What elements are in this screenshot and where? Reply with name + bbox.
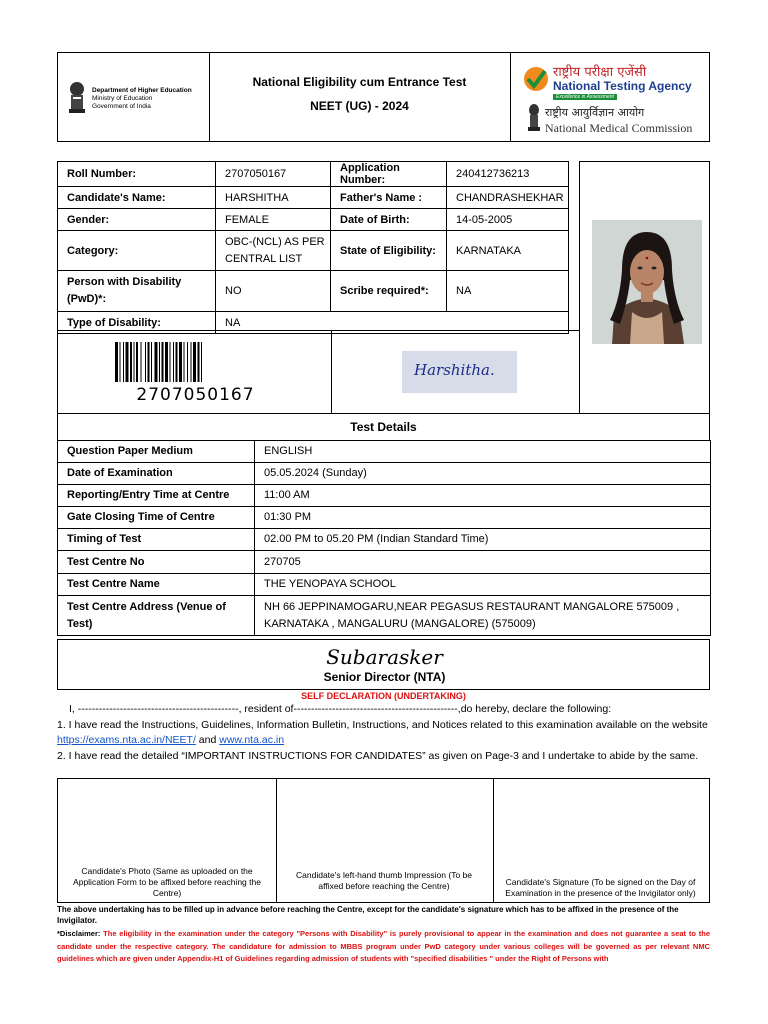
point1-text: 1. I have read the Instructions, Guidelines, Information Bulletin, Instructions, and Notices related to this examination available on the website bbox=[57, 718, 708, 731]
test-detail-value: ENGLISH bbox=[255, 441, 711, 463]
name-label: Candidate's Name: bbox=[58, 187, 216, 209]
nta-english: National Testing Agency bbox=[553, 79, 692, 93]
barcode-bar bbox=[155, 342, 158, 382]
test-detail-label: Gate Closing Time of Centre bbox=[58, 507, 255, 529]
table-row bbox=[58, 187, 569, 209]
barcode-bar bbox=[115, 342, 118, 382]
barcode-bar bbox=[126, 342, 129, 382]
test-details-table bbox=[57, 440, 711, 636]
ashoka-emblem-icon bbox=[67, 81, 87, 117]
nta-logo-icon bbox=[522, 65, 550, 93]
signature-box-label: Candidate's Signature (To be signed on the Day of Examination in the presence of the Invigilator only) bbox=[505, 877, 696, 898]
barcode-bar bbox=[173, 342, 174, 382]
exam-title: National Eligibility cum Entrance Test bbox=[252, 75, 467, 89]
barcode-bar bbox=[191, 342, 192, 382]
test-detail-value: 05.05.2024 (Sunday) bbox=[255, 463, 711, 485]
table-row bbox=[58, 209, 569, 231]
test-detail-label: Test Centre No bbox=[58, 551, 255, 574]
barcode-bar bbox=[148, 342, 150, 382]
government-name: Government of India bbox=[92, 103, 151, 110]
gender-value: FEMALE bbox=[216, 209, 331, 231]
barcode-bar bbox=[179, 342, 182, 382]
declaration-point-2: 2. I have read the detailed “IMPORTANT INSTRUCTIONS FOR CANDIDATES” as given on Page-3 and I undertake to abide by the same. bbox=[57, 749, 699, 762]
app-label: Application Number: bbox=[331, 162, 447, 187]
barcode-bar bbox=[162, 342, 164, 382]
photo-box bbox=[58, 779, 277, 902]
table-row bbox=[58, 574, 711, 596]
exam-subtitle: NEET (UG) - 2024 bbox=[310, 99, 409, 113]
declaration-point-1 bbox=[57, 718, 710, 749]
table-row bbox=[58, 507, 711, 529]
candidate-signature-image bbox=[402, 351, 517, 393]
dept-name: Department of Higher Education bbox=[92, 87, 192, 94]
barcode-bar bbox=[136, 342, 138, 382]
nmc-emblem-icon bbox=[527, 103, 541, 133]
test-detail-value: NH 66 JEPPINAMOGARU,NEAR PEGASUS RESTAURANT MANGALORE 575009 , KARNATAKA , MANGALURU (MANGALORE) (575009) bbox=[255, 596, 711, 636]
table-row bbox=[58, 231, 569, 271]
undertaking-boxes bbox=[57, 778, 710, 903]
father-value: CHANDRASHEKHAR bbox=[447, 187, 569, 209]
test-detail-value: 270705 bbox=[255, 551, 711, 574]
dob-label: Date of Birth: bbox=[331, 209, 447, 231]
father-label: Father's Name : bbox=[331, 187, 447, 209]
ministry-text bbox=[92, 87, 192, 111]
barcode-bar bbox=[184, 342, 185, 382]
candidate-photo bbox=[592, 220, 702, 344]
table-row bbox=[58, 485, 711, 507]
pwd-value: NO bbox=[216, 271, 331, 312]
nta-nmc-logos bbox=[510, 53, 710, 141]
barcode-bar bbox=[187, 342, 188, 382]
declaration-intro: I, ----------------------------------------------, resident of-----------------------------------------------,do hereby, declare the following: bbox=[69, 703, 612, 715]
candidate-details-table bbox=[57, 161, 569, 334]
table-row bbox=[58, 441, 711, 463]
name-value: HARSHITHA bbox=[216, 187, 331, 209]
barcode-bar bbox=[193, 342, 196, 382]
table-row bbox=[58, 463, 711, 485]
barcode-image bbox=[115, 342, 263, 382]
barcode-bar bbox=[141, 342, 142, 382]
director-signature: Subarasker bbox=[326, 645, 443, 669]
barcode-bar bbox=[134, 342, 135, 382]
table-row bbox=[58, 529, 711, 551]
barcode-number: 2707050167 bbox=[136, 385, 255, 405]
photo-box-label: Candidate's Photo (Same as uploaded on the Application Form to be affixed before reaching the Centre) bbox=[73, 866, 261, 898]
state-value: KARNATAKA bbox=[447, 231, 569, 271]
table-row bbox=[58, 271, 569, 312]
test-details-heading: Test Details bbox=[57, 413, 710, 441]
disclaimer-text: The eligibility in the examination under the category "Persons with Disability" is purely provisional to appear in the examination and does not guarantee a seat to the candidate under the respective category. The candidature for admission to MBBS program under PwD category under various colleges will be governed as per relevant NMC guidelines which are given under Appendix-H1 of Guidelines regarding admission of students with "specified disabilities " under the Right of Persons with bbox=[57, 929, 710, 963]
ministry-block bbox=[58, 53, 210, 141]
state-label: State of Eligibility: bbox=[331, 231, 447, 271]
test-detail-label: Test Centre Address (Venue of Test) bbox=[58, 596, 255, 636]
roll-value: 2707050167 bbox=[216, 162, 331, 187]
candidate-signature-cell bbox=[331, 330, 580, 414]
pwd-label: Person with Disability (PwD)*: bbox=[58, 271, 216, 312]
director-title: Senior Director (NTA) bbox=[323, 670, 446, 684]
declaration-heading: SELF DECLARATION (UNDERTAKING) bbox=[301, 691, 466, 701]
nta-tagline: Excellence in Assessment bbox=[553, 94, 617, 100]
scribe-label: Scribe required*: bbox=[331, 271, 447, 312]
thumb-impression-box bbox=[275, 779, 494, 902]
disability-label: Type of Disability: bbox=[58, 312, 216, 334]
document-header bbox=[57, 52, 710, 142]
self-declaration bbox=[57, 690, 710, 764]
table-row bbox=[58, 551, 711, 574]
gender-label: Gender: bbox=[58, 209, 216, 231]
test-detail-value: 11:00 AM bbox=[255, 485, 711, 507]
neet-website-link[interactable]: https://exams.nta.ac.in/NEET/ bbox=[57, 734, 196, 746]
barcode-bar bbox=[176, 342, 178, 382]
app-value: 240412736213 bbox=[447, 162, 569, 187]
disclaimer bbox=[57, 928, 710, 966]
thumb-box-label: Candidate's left-hand thumb Impression (To be affixed before reaching the Centre) bbox=[296, 870, 472, 891]
barcode-bar bbox=[201, 342, 202, 382]
disability-value: NA bbox=[216, 312, 569, 334]
ministry-name: Ministry of Education bbox=[92, 95, 153, 102]
point1-and: and bbox=[195, 734, 220, 746]
category-label: Category: bbox=[58, 231, 216, 271]
candidate-photo-cell bbox=[579, 161, 710, 414]
barcode-bar bbox=[123, 342, 124, 382]
director-signature-box bbox=[57, 639, 710, 690]
barcode-bar bbox=[151, 342, 152, 382]
dob-value: 14-05-2005 bbox=[447, 209, 569, 231]
candidate-signature: Harshitha. bbox=[414, 361, 495, 379]
barcode-bar bbox=[198, 342, 200, 382]
disclaimer-label: *Disclaimer: bbox=[57, 929, 101, 938]
barcode-bar bbox=[165, 342, 168, 382]
roll-label: Roll Number: bbox=[58, 162, 216, 187]
test-detail-value: 02.00 PM to 05.20 PM (Indian Standard Time) bbox=[255, 529, 711, 551]
category-value: OBC-(NCL) AS PER CENTRAL LIST bbox=[216, 231, 331, 271]
undertaking-note: The above undertaking has to be filled up in advance before reaching the Centre, except for the candidate's signature which has to be affixed in the presence of the Invigilator. bbox=[57, 905, 679, 925]
test-detail-label: Date of Examination bbox=[58, 463, 255, 485]
nmc-english: National Medical Commission bbox=[545, 121, 693, 135]
scribe-value: NA bbox=[447, 271, 569, 312]
barcode-bar bbox=[170, 342, 171, 382]
test-detail-value: THE YENOPAYA SCHOOL bbox=[255, 574, 711, 596]
nmc-hindi: राष्ट्रीय आयुर्विज्ञान आयोग bbox=[545, 106, 645, 119]
nta-website-link[interactable]: www.nta.ac.in bbox=[219, 734, 285, 746]
barcode-cell bbox=[57, 330, 332, 414]
barcode-bar bbox=[145, 342, 146, 382]
nta-hindi: राष्ट्रीय परीक्षा एजेंसी bbox=[553, 65, 647, 80]
test-detail-label: Test Centre Name bbox=[58, 574, 255, 596]
test-detail-label: Reporting/Entry Time at Centre bbox=[58, 485, 255, 507]
test-detail-label: Question Paper Medium bbox=[58, 441, 255, 463]
test-detail-value: 01:30 PM bbox=[255, 507, 711, 529]
table-row bbox=[58, 162, 569, 187]
test-detail-label: Timing of Test bbox=[58, 529, 255, 551]
barcode-bar bbox=[130, 342, 132, 382]
barcode-bar bbox=[120, 342, 121, 382]
signature-box bbox=[492, 779, 709, 902]
barcode-bar bbox=[159, 342, 160, 382]
table-row bbox=[58, 596, 711, 636]
